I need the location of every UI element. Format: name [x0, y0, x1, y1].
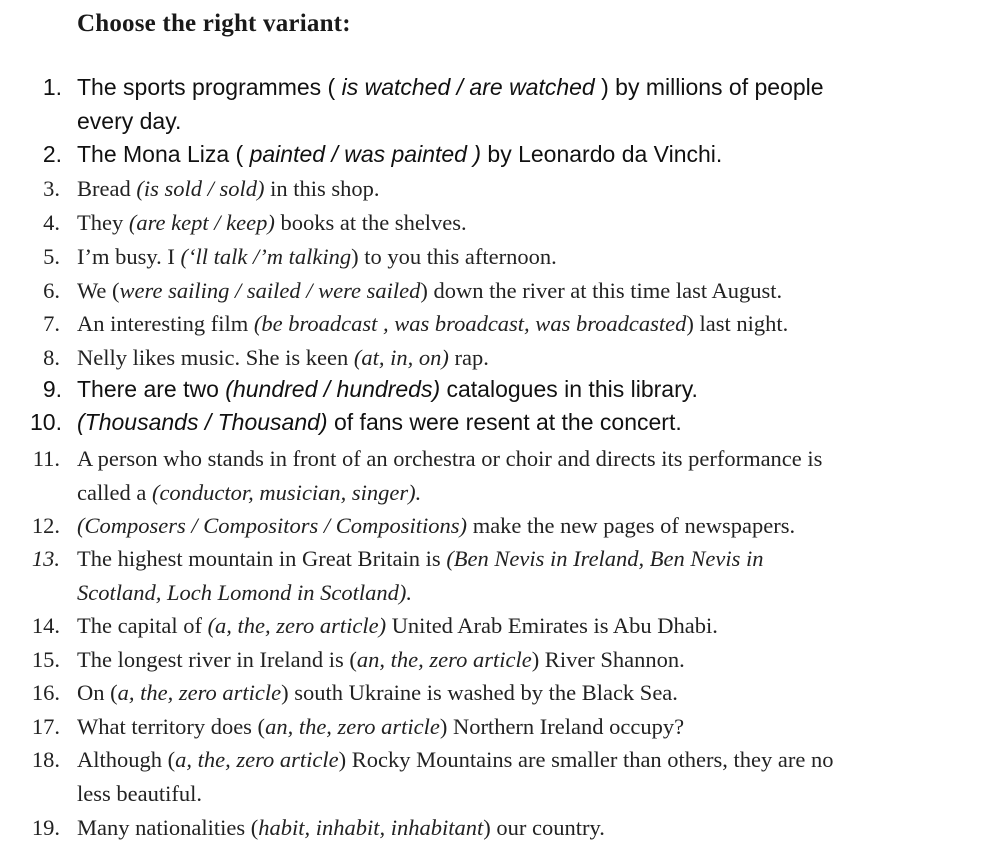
item-text-line [77, 74, 824, 101]
sentence-text: On ( [77, 680, 118, 705]
sentence-text: rap. [448, 345, 489, 370]
item-text-continuation [77, 480, 421, 506]
answer-options: painted / was painted ) [249, 141, 482, 167]
answer-options: (Composers / Compositors / Compositions) [77, 513, 468, 538]
answer-options: Scotland, Loch Lomond in Scotland). [77, 580, 412, 605]
item-number: 5. [43, 244, 60, 269]
item-text-line [77, 513, 795, 539]
sentence-text: Bread [77, 176, 137, 201]
answer-options: (‘ll talk /’m talking [180, 244, 352, 269]
item-number: 1. [42, 74, 62, 100]
sentence-text: What territory does ( [77, 714, 266, 739]
sentence-text: I’m busy. I [77, 244, 181, 269]
item-text-continuation [77, 108, 181, 135]
answer-options: (hundred / hundreds) [225, 376, 441, 402]
sentence-text: We ( [77, 278, 120, 303]
item-number: 16. [31, 680, 60, 705]
item-number: 4. [43, 210, 60, 235]
answer-options: (at, in, on) [353, 345, 449, 370]
item-number: 8. [43, 345, 60, 370]
sentence-text: in this shop. [264, 176, 380, 201]
item-text-line [77, 311, 788, 337]
item-text-continuation [77, 580, 412, 606]
item-text-line [77, 278, 782, 304]
sentence-text: They [77, 210, 129, 235]
sentence-text: catalogues in this library. [440, 376, 698, 402]
sentence-text: every day. [77, 108, 182, 134]
answer-options: (conductor, musician, singer). [151, 480, 422, 505]
answer-options: (is sold / sold) [136, 176, 265, 201]
item-number: 6. [43, 278, 60, 303]
answer-options: an, the, zero article [265, 714, 440, 739]
worksheet-title: Choose the right variant: [77, 10, 351, 37]
sentence-text: The longest river in Ireland is ( [77, 647, 357, 672]
answer-options: a, the, zero article [175, 747, 339, 772]
sentence-text: An interesting film [77, 311, 254, 336]
item-number: 17. [31, 714, 60, 739]
sentence-text: The sports programmes ( [77, 74, 342, 100]
item-text-line [77, 210, 467, 236]
answer-options: (be broadcast , was broadcast, was broadcasted [253, 311, 687, 336]
item-text-line [77, 747, 834, 773]
item-text-line [77, 680, 678, 706]
item-number: 11. [32, 446, 60, 471]
sentence-text: The capital of [77, 613, 208, 638]
sentence-text: Nelly likes music. She is keen [77, 345, 354, 370]
sentence-text: make the new pages of newspapers. [467, 513, 796, 538]
sentence-text: ) our country. [483, 815, 605, 840]
answer-options: were sailing / sailed / were sailed [119, 278, 421, 303]
sentence-text: Although ( [77, 747, 176, 772]
sentence-text: ) south Ukraine is washed by the Black Sea. [281, 680, 678, 705]
item-text-line [77, 376, 698, 403]
item-number: 3. [43, 176, 60, 201]
sentence-text: A person who stands in front of an orchestra or choir and directs its performance is [77, 446, 823, 471]
sentence-text: ) down the river at this time last August. [420, 278, 783, 303]
item-text-line [77, 176, 380, 202]
sentence-text: less beautiful. [77, 781, 202, 806]
item-number: 9. [42, 376, 62, 402]
item-text-line [77, 244, 557, 270]
item-text-line [77, 815, 605, 841]
sentence-text: ) last night. [686, 311, 789, 336]
item-number: 18. [31, 747, 60, 772]
sentence-text: ) to you this afternoon. [351, 244, 557, 269]
item-text-line [77, 345, 489, 371]
sentence-text: called a [77, 480, 152, 505]
sentence-text: ) Rocky Mountains are smaller than others, they are no [338, 747, 834, 772]
sentence-text: United Arab Emirates is Abu Dhabi. [386, 613, 718, 638]
sentence-text: Many nationalities ( [77, 815, 259, 840]
sentence-text: The highest mountain in Great Britain is [77, 546, 447, 571]
item-number: 7. [43, 311, 60, 336]
sentence-text: There are two [77, 376, 226, 402]
sentence-text: ) Northern Ireland occupy? [439, 714, 685, 739]
item-number: 2. [42, 141, 62, 167]
item-text-line [77, 546, 764, 572]
item-number: 19. [31, 815, 60, 840]
item-text-line [77, 613, 718, 639]
sentence-text: by Leonardo da Vinchi. [481, 141, 723, 167]
sentence-text: The Mona Liza ( [77, 141, 250, 167]
sentence-text: books at the shelves. [274, 210, 467, 235]
answer-options: an, the, zero article [356, 647, 532, 672]
sentence-text: ) River Shannon. [531, 647, 685, 672]
item-text-line [77, 647, 685, 673]
sentence-text: ) by millions of people [594, 74, 824, 100]
answer-options: (Thousands / Thousand) [77, 409, 328, 435]
item-number: 14. [31, 613, 60, 638]
sentence-text: of fans were resent at the concert. [327, 409, 682, 435]
answer-options: habit, inhabit, inhabitant [258, 815, 484, 840]
answer-options: a, the, zero article [117, 680, 282, 705]
item-text-line [77, 409, 682, 436]
item-number: 15. [31, 647, 60, 672]
item-text-line [77, 446, 822, 472]
item-text-line [77, 714, 684, 740]
item-number: 12. [31, 513, 60, 538]
answer-options: (are kept / keep) [128, 210, 275, 235]
answer-options: (a, the, zero article) [207, 613, 387, 638]
answer-options: (Ben Nevis in Ireland, Ben Nevis in [446, 546, 764, 571]
item-text-line [77, 141, 722, 168]
item-number: 13. [31, 546, 60, 571]
answer-options: is watched / are watched [341, 74, 595, 100]
item-text-continuation [77, 781, 202, 807]
item-number: 10. [30, 409, 62, 435]
